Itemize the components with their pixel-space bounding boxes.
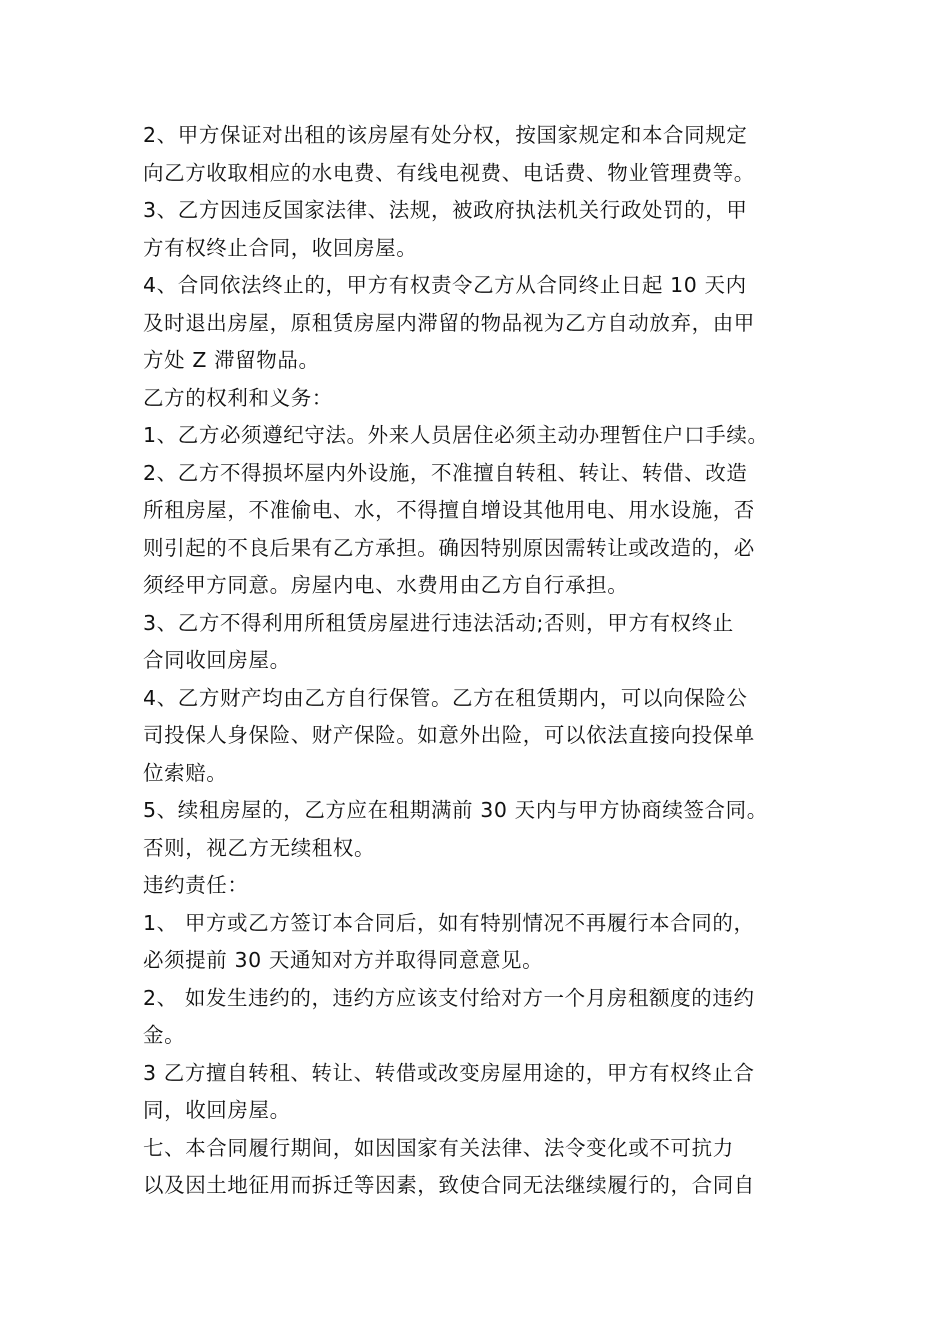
document-body — [143, 117, 843, 1205]
text-line: 否则，视乙方无续租权。 — [143, 835, 376, 860]
text-line: 向乙方收取相应的水电费、有线电视费、电话费、物业管理费等。 — [143, 160, 755, 185]
text-line: 所租房屋，不准偷电、水，不得擅自增设其他用电、用水设施，否 — [143, 498, 755, 522]
text-line: 必须提前 30 天通知对方并取得同意意见。 — [143, 948, 544, 972]
text-line: 位索赔。 — [143, 760, 228, 785]
text-line: 方有权终止合同，收回房屋。 — [143, 235, 418, 260]
text-line: 合同收回房屋。 — [143, 648, 291, 672]
text-line: 1、乙方必须遵纪守法。外来人员居住必须主动办理暂住户口手续。 — [143, 423, 769, 447]
text-line: 须经甲方同意。房屋内电、水费用由乙方自行承担。 — [143, 573, 629, 597]
text-line: 3、乙方不得利用所租赁房屋进行违法活动;否则，甲方有权终止 — [143, 610, 734, 635]
text-line: 司投保人身保险、财产保险。如意外出险，可以依法直接向投保单 — [143, 723, 755, 747]
text-line: 4、合同依法终止的，甲方有权责令乙方从合同终止日起 10 天内 — [143, 273, 747, 297]
text-line: 金。 — [143, 1023, 186, 1047]
text-line: 3、乙方因违反国家法律、法规，被政府执法机关行政处罚的，甲 — [143, 198, 748, 222]
text-line: 1、 甲方或乙方签订本合同后，如有特别情况不再履行本合同的， — [143, 910, 755, 935]
text-line: 则引起的不良后果有乙方承担。确因特别原因需转让或改造的，必 — [143, 535, 755, 560]
text-line: 5、续租房屋的，乙方应在租期满前 30 天内与甲方协商续签合同。 — [143, 798, 768, 822]
text-line: 以及因土地征用而拆迁等因素，致使合同无法继续履行的，合同自 — [143, 1173, 755, 1197]
text-line: 及时退出房屋，原租赁房屋内滞留的物品视为乙方自动放弃，由甲 — [143, 310, 755, 335]
text-line: 方处 Z 滞留物品。 — [143, 348, 320, 372]
text-line: 4、乙方财产均由乙方自行保管。乙方在租赁期内，可以向保险公 — [143, 685, 748, 710]
text-line: 2、乙方不得损坏屋内外设施，不准擅自转租、转让、转借、改造 — [143, 460, 748, 485]
text-line: 2、 如发生违约的，违约方应该支付给对方一个月房租额度的违约 — [143, 985, 755, 1010]
text-line: 七、本合同履行期间，如因国家有关法律、法令变化或不可抗力 — [143, 1135, 734, 1160]
section-heading: 乙方的权利和义务： — [143, 385, 333, 410]
section-heading: 违约责任： — [143, 873, 249, 897]
text-line: 3 乙方擅自转租、转让、转借或改变房屋用途的，甲方有权终止合 — [143, 1060, 755, 1085]
text-line: 2、甲方保证对出租的该房屋有处分权，按国家规定和本合同规定 — [143, 123, 748, 147]
text-line: 同，收回房屋。 — [143, 1098, 291, 1122]
